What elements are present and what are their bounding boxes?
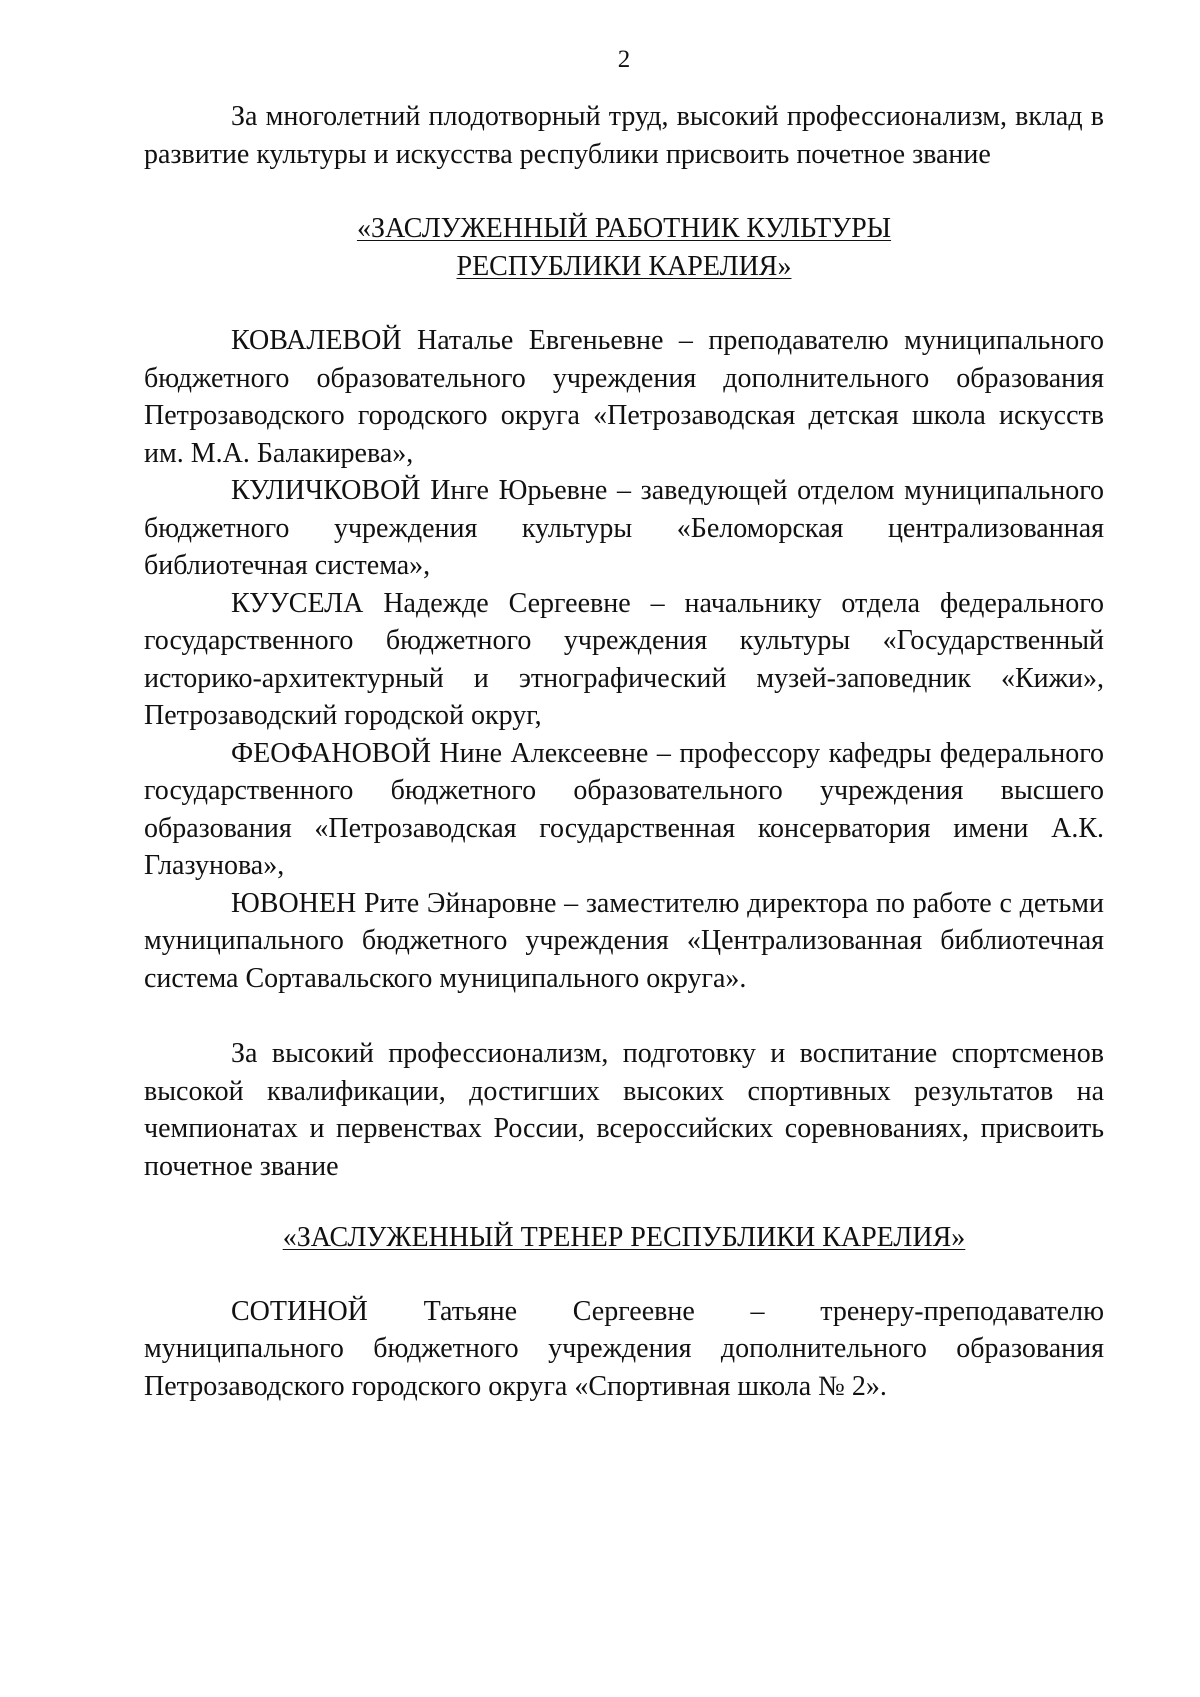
section1-intro: За многолетний плодотворный труд, высокий профессионализм, вклад в развитие культуры и искусства республики присвоить почетное звание — [144, 101, 1104, 170]
awardee-kulichkova: КУЛИЧКОВОЙ Инге Юрьевне – заведующей отделом муниципального бюджетного учреждения культуры «Беломорская централизованная библиотечная система», — [144, 475, 1104, 581]
awardee-yuvonen: ЮВОНЕН Рите Эйнаровне – заместителю директора по работе с детьми муниципального бюджетного учреждения «Централизованная библиотечная система Сортавальского муниципального округа». — [144, 887, 1104, 994]
section1-award-title — [144, 210, 1104, 285]
page-number: 2 — [617, 46, 631, 73]
awardee-kuusela: КУУСЕЛА Надежде Сергеевне – начальнику отдела федерального государственного бюджетного учреждения культуры «Государственный историко-архитектурный и этнографический музей-заповедник «Кижи», Петрозаводский городской округ, — [144, 587, 1104, 731]
awardee-kovaleva: КОВАЛЕВОЙ Наталье Евгеньевне – преподавателю муниципального бюджетного образовательного учреждения дополнительного образования Петрозаводского городского округа «Петрозаводская детская школа искусств им. М.А. Балакирева», — [144, 325, 1104, 469]
document-body — [144, 98, 1104, 1405]
awardee-feofanova: ФЕОФАНОВОЙ Нине Алексеевне – профессору кафедры федерального государственного бюджетного образовательного учреждения высшего образования «Петрозаводская государственная консерватория имени А.К. Глазунова», — [144, 737, 1104, 881]
awardee-sotina: СОТИНОЙ Татьяне Сергеевне – тренеру-преподавателю муниципального бюджетного учреждения дополнительного образования Петрозаводского городского округа «Спортивная школа № 2». — [144, 1295, 1104, 1402]
section2-intro: За высокий профессионализм, подготовку и воспитание спортсменов высокой квалификации, достигших высоких спортивных результатов на чемпионатах и первенствах России, всероссийских соревнованиях, присвоить почетное звание — [144, 1038, 1104, 1182]
section1-award-title-line2: РЕСПУБЛИКИ КАРЕЛИЯ» — [456, 250, 792, 282]
section1-award-title-line1: «ЗАСЛУЖЕННЫЙ РАБОТНИК КУЛЬТУРЫ — [356, 213, 892, 244]
section2-award-title: «ЗАСЛУЖЕННЫЙ ТРЕНЕР РЕСПУБЛИКИ КАРЕЛИЯ» — [282, 1222, 966, 1253]
